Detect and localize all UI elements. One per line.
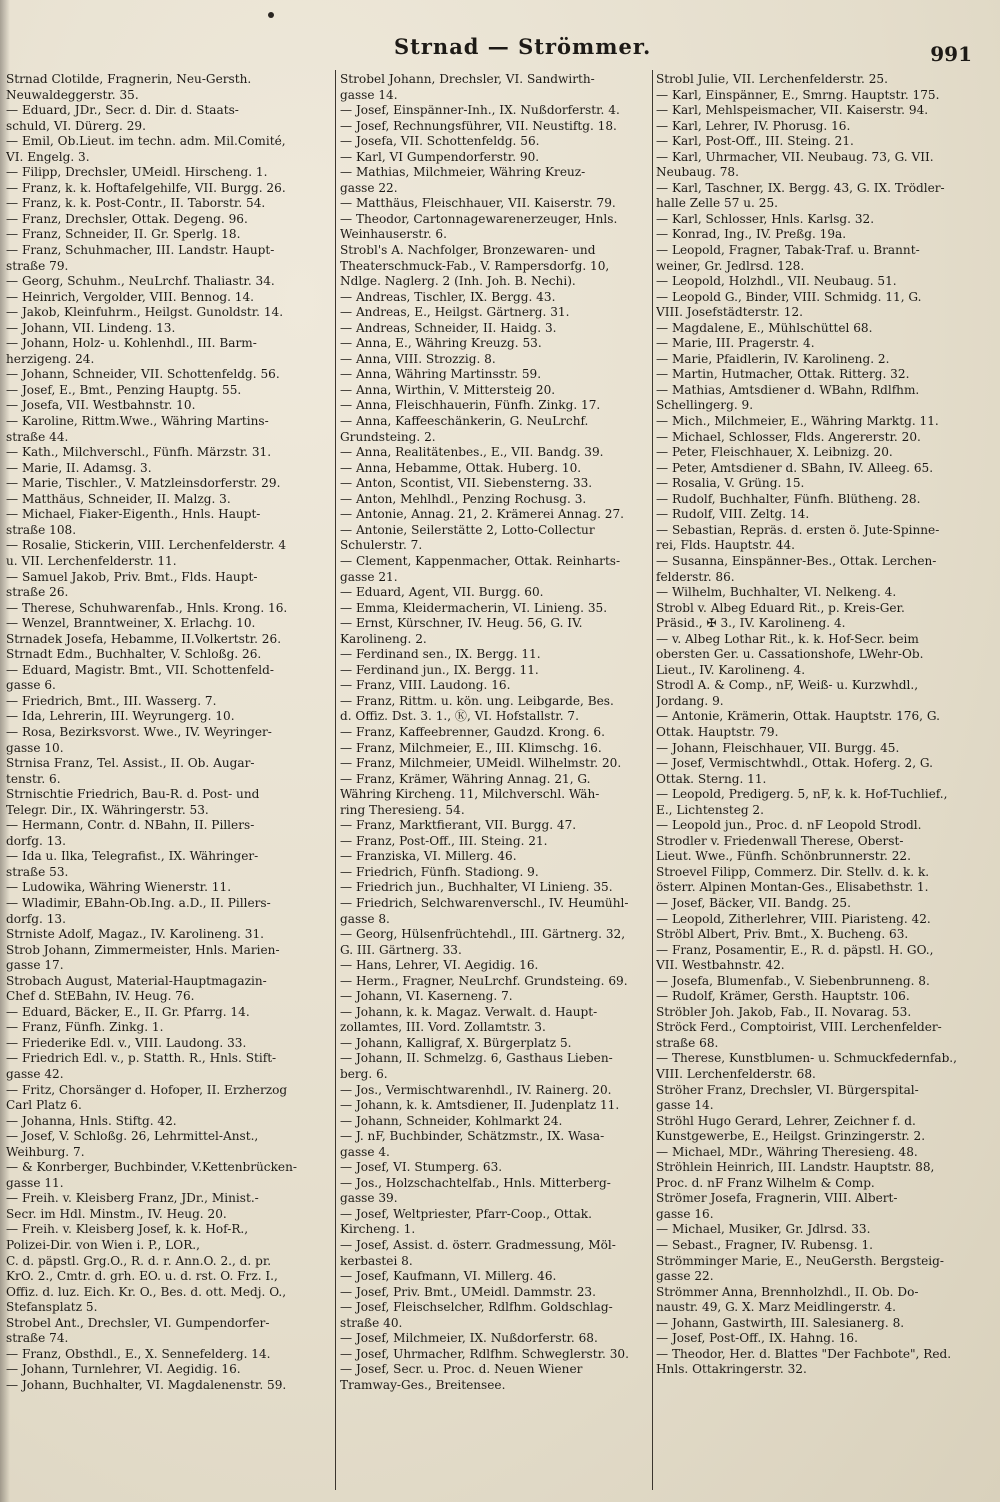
directory-line: — Friedrich, Fünfh. Stadiong. 9. — [340, 864, 539, 879]
directory-line: tenstr. 6. — [6, 771, 61, 786]
directory-line: — Josef, Rechnungsführer, VII. Neustiftg. 18. — [340, 118, 617, 133]
directory-line: Strobach August, Material-Hauptmagazin- — [6, 973, 267, 988]
directory-line: — Ferdinand sen., IX. Bergg. 11. — [340, 647, 541, 662]
directory-line: gasse 21. — [340, 569, 398, 584]
directory-line: zollamtes, III. Vord. Zollamtstr. 3. — [340, 1020, 546, 1035]
directory-line: — Wilhelm, Buchhalter, VI. Nelkeng. 4. — [656, 585, 897, 600]
directory-line: — Emma, Kleidermacherin, VI. Linieng. 35. — [340, 600, 608, 615]
directory-line: Karolineng. 2. — [340, 631, 427, 646]
directory-line: — Anna, Wirthin, V. Mittersteig 20. — [340, 382, 556, 397]
directory-line: — Jakob, Kleinfuhrm., Heilgst. Gunoldstr. 14. — [6, 305, 284, 320]
directory-line: Tramway-Ges., Breitensee. — [340, 1377, 506, 1392]
directory-line: E., Lichtensteg 2. — [656, 802, 764, 817]
directory-line: — Konrad, Ing., IV. Preßg. 19a. — [656, 227, 847, 242]
directory-line: d. Offiz. Dst. 3. 1., Ⓚ, VI. Hofstallstr. 7. — [340, 709, 579, 724]
directory-line: — Johann, Buchhalter, VI. Magdalenenstr. 59. — [6, 1377, 287, 1392]
directory-line: Ströher Franz, Drechsler, VI. Bürgerspital- — [656, 1082, 919, 1097]
directory-line: — Heinrich, Vergolder, VIII. Bennog. 14. — [6, 289, 255, 304]
directory-line: — Franz, VIII. Laudong. 16. — [340, 678, 511, 693]
directory-line: — Hans, Lehrer, VI. Aegidig. 16. — [340, 958, 539, 973]
directory-line: — Josefa, Blumenfab., V. Siebenbrunneng. 8. — [656, 973, 930, 988]
directory-line: Strömminger Marie, E., NeuGersth. Bergsteig- — [656, 1253, 944, 1268]
directory-line: — Wenzel, Branntweiner, X. Erlachg. 10. — [6, 616, 256, 631]
directory-line: — Leopold, Fragner, Tabak-Traf. u. Brannt- — [656, 243, 920, 258]
directory-line: — Johann, VII. Lindeng. 13. — [6, 320, 176, 335]
directory-line: straße 74. — [6, 1331, 69, 1346]
directory-line: — Josef, Priv. Bmt., UMeidl. Dammstr. 23. — [340, 1284, 596, 1299]
directory-line: Weihburg. 7. — [6, 1144, 85, 1159]
directory-line: schuld, VI. Dürerg. 29. — [6, 118, 146, 133]
directory-line: naustr. 49, G. X. Marz Meidlingerstr. 4. — [656, 1300, 896, 1315]
directory-line: — Ludowika, Währing Wienerstr. 11. — [6, 880, 232, 895]
directory-line: — Theodor, Her. d. Blattes "Der Fachbote", Red. — [656, 1346, 952, 1361]
directory-line: — Eduard, JDr., Secr. d. Dir. d. Staats- — [6, 103, 239, 118]
directory-line: straße 53. — [6, 864, 69, 879]
directory-line: — Michael, Fiaker-Eigenth., Hnls. Haupt- — [6, 507, 261, 522]
directory-line: — Josef, Kaufmann, VI. Millerg. 46. — [340, 1269, 557, 1284]
directory-line: Neuwaldeggerstr. 35. — [6, 87, 139, 102]
directory-line: — Anna, Kaffeeschänkerin, G. NeuLrchf. — [340, 414, 589, 429]
directory-line: — Franz, Schuhmacher, III. Landstr. Haupt- — [6, 243, 275, 258]
directory-line: — Andreas, E., Heilgst. Gärtnerg. 31. — [340, 305, 570, 320]
directory-line: kerbastei 8. — [340, 1253, 413, 1268]
directory-line: — Josef, Uhrmacher, Rdlfhm. Schweglerstr. 30. — [340, 1346, 629, 1361]
directory-line: VII. Westbahnstr. 42. — [656, 958, 785, 973]
directory-line: — Josef, V. Schloßg. 26, Lehrmittel-Anst., — [6, 1129, 259, 1144]
directory-line: Hnls. Ottakringerstr. 32. — [656, 1362, 807, 1377]
directory-line: — Karl, Einspänner, E., Smrng. Hauptstr. 175. — [656, 87, 940, 102]
directory-line: — Rosalia, V. Grüng. 15. — [656, 476, 805, 491]
directory-line: Schellingerg. 9. — [656, 398, 754, 413]
directory-line: gasse 39. — [340, 1191, 398, 1206]
directory-line: Kunstgewerbe, E., Heilgst. Grinzingerstr. 2. — [656, 1129, 926, 1144]
directory-line: — Johann, VI. Kaserneng. 7. — [340, 989, 513, 1004]
directory-line: gasse 4. — [340, 1144, 390, 1159]
directory-line: — Therese, Kunstblumen- u. Schmuckfedernfab., — [656, 1051, 957, 1066]
page-number: 991 — [930, 42, 972, 66]
directory-line: Lieut., IV. Karolineng. 4. — [656, 662, 806, 677]
directory-line: — Rudolf, Buchhalter, Fünfh. Blütheng. 28. — [656, 491, 921, 506]
directory-line: — Leopold G., Binder, VIII. Schmidg. 11, G. — [656, 289, 922, 304]
directory-line: — Jos., Vermischtwarenhdl., IV. Rainerg. 20. — [340, 1082, 612, 1097]
directory-line: Chef d. StEBahn, IV. Heug. 76. — [6, 989, 195, 1004]
directory-line: — Emil, Ob.Lieut. im techn. adm. Mil.Comité, — [6, 134, 286, 149]
directory-line: — Rudolf, Krämer, Gersth. Hauptstr. 106. — [656, 989, 910, 1004]
directory-line: — Josef, Einspänner-Inh., IX. Nußdorferstr. 4. — [340, 103, 620, 118]
directory-line: Ströbler Joh. Jakob, Fab., II. Novarag. 53. — [656, 1004, 912, 1019]
directory-line: — Marie, II. Adamsg. 3. — [6, 460, 152, 475]
directory-line: — Leopold, Zitherlehrer, VIII. Piaristeng. 42. — [656, 911, 931, 926]
directory-line: Ströbl Albert, Priv. Bmt., X. Bucheng. 63. — [656, 927, 909, 942]
directory-line: halle Zelle 57 u. 25. — [656, 196, 778, 211]
directory-line: — Marie, Tischler., V. Matzleinsdorferstr. 29. — [6, 476, 281, 491]
directory-line: Carl Platz 6. — [6, 1098, 82, 1113]
directory-line: Präsid., ✠ 3., IV. Karolineng. 4. — [656, 616, 846, 631]
column-divider — [652, 70, 653, 1490]
directory-line: — v. Albeg Lothar Rit., k. k. Hof-Secr. beim — [656, 631, 919, 646]
directory-line: Strobl v. Albeg Eduard Rit., p. Kreis-Ger. — [656, 600, 905, 615]
running-header — [0, 30, 1000, 70]
directory-line: Strobel Ant., Drechsler, VI. Gumpendorfer- — [6, 1315, 270, 1330]
directory-line: — Franz, Krämer, Währing Annag. 21, G. — [340, 771, 591, 786]
directory-line: Stroevel Filipp, Commerz. Dir. Stellv. d. k. k. — [656, 864, 930, 879]
directory-line: — Josef, Weltpriester, Pfarr-Coop., Ottak. — [340, 1206, 592, 1221]
directory-line: Strnad Clotilde, Fragnerin, Neu-Gersth. — [6, 72, 252, 86]
directory-line: — Leopold, Holzhdl., VII. Neubaug. 51. — [656, 274, 897, 289]
directory-line: Proc. d. nF Franz Wilhelm & Comp. — [656, 1175, 875, 1190]
directory-line: — Friedrich, Bmt., III. Wasserg. 7. — [6, 693, 217, 708]
directory-line: — Josef, E., Bmt., Penzing Hauptg. 55. — [6, 382, 242, 397]
directory-line: — Ernst, Kürschner, IV. Heug. 56, G. IV. — [340, 616, 583, 631]
directory-line: — Kath., Milchverschl., Fünfh. Märzstr. 31. — [6, 445, 272, 460]
directory-line: Theaterschmuck-Fab., V. Rampersdorfg. 10, — [340, 258, 610, 273]
directory-line: — Matthäus, Fleischhauer, VII. Kaiserstr. 79. — [340, 196, 616, 211]
directory-line: — Marie, III. Pragerstr. 4. — [656, 336, 815, 351]
directory-line: — Michael, Musiker, Gr. Jdlrsd. 33. — [656, 1222, 871, 1237]
directory-line: rei, Flds. Hauptstr. 44. — [656, 538, 795, 553]
directory-line: dorfg. 13. — [6, 833, 66, 848]
directory-line: — Franz, Rittm. u. kön. ung. Leibgarde, Bes. — [340, 693, 614, 708]
directory-line: — Freih. v. Kleisberg Josef, k. k. Hof-R., — [6, 1222, 249, 1237]
directory-line: — Josefa, VII. Schottenfeldg. 56. — [340, 134, 540, 149]
directory-line: — Johann, Schneider, VII. Schottenfeldg. 56. — [6, 367, 280, 382]
directory-line: straße 108. — [6, 522, 77, 537]
directory-line: — Antonie, Annag. 21, 2. Krämerei Annag. 27. — [340, 507, 625, 522]
directory-line: Ströhlein Heinrich, III. Landstr. Hauptstr. 88, — [656, 1160, 935, 1175]
directory-line: — Franz, Schneider, II. Gr. Sperlg. 18. — [6, 227, 241, 242]
directory-line: — Georg, Hülsenfrüchtehdl., III. Gärtnerg. 32, — [340, 927, 626, 942]
directory-line: — Anna, E., Währing Kreuzg. 53. — [340, 336, 542, 351]
directory-line: — Anton, Mehlhdl., Penzing Rochusg. 3. — [340, 491, 587, 506]
directory-line: berg. 6. — [340, 1067, 388, 1081]
directory-line: — Magdalene, E., Mühlschüttel 68. — [656, 320, 873, 335]
directory-line: ring Theresieng. 54. — [340, 802, 465, 817]
directory-line: Weinhauserstr. 6. — [340, 227, 447, 242]
directory-line: — Franz, Post-Off., III. Steing. 21. — [340, 833, 548, 848]
directory-line: — Anna, Fleischhauerin, Fünfh. Zinkg. 17. — [340, 398, 601, 413]
directory-line: — Franz, Milchmeier, UMeidl. Wilhelmstr. 20. — [340, 756, 622, 771]
directory-line: gasse 16. — [656, 1206, 714, 1221]
directory-line: — Therese, Schuhwarenfab., Hnls. Krong. 16. — [6, 600, 288, 615]
directory-line: Strnisa Franz, Tel. Assist., II. Ob. Augar- — [6, 756, 255, 771]
directory-line: VIII. Josefstädterstr. 12. — [656, 305, 803, 320]
directory-line: — Herm., Fragner, NeuLrchf. Grundsteing. 69. — [340, 973, 628, 988]
directory-line: — Friedrich Edl. v., p. Statth. R., Hnls. Stift- — [6, 1051, 277, 1066]
directory-line: — Karl, Schlosser, Hnls. Karlsg. 32. — [656, 211, 875, 226]
directory-line: — Franziska, VI. Millerg. 46. — [340, 849, 517, 864]
directory-line: — Karl, Uhrmacher, VII. Neubaug. 73, G. VII. — [656, 149, 934, 164]
directory-line: — Johann, k. k. Amtsdiener, II. Judenplatz 11. — [340, 1098, 620, 1113]
directory-line: — Josef, Milchmeier, IX. Nußdorferstr. 68. — [340, 1331, 598, 1346]
directory-line: — Franz, Posamentir, E., R. d. päpstl. H. GO., — [656, 942, 934, 957]
directory-line: — Karl, VI Gumpendorferstr. 90. — [340, 149, 540, 164]
directory-line: Ströhl Hugo Gerard, Lehrer, Zeichner f. d. — [656, 1113, 916, 1128]
directory-line: — Georg, Schuhm., NeuLrchf. Thaliastr. 34. — [6, 274, 275, 289]
directory-line: — Leopold jun., Proc. d. nF Leopold Strodl. — [656, 818, 922, 833]
directory-line: — Friederike Edl. v., VIII. Laudong. 33. — [6, 1035, 247, 1050]
directory-line: Ottak. Sterng. 11. — [656, 771, 767, 786]
directory-line: — Rudolf, VIII. Zeltg. 14. — [656, 507, 810, 522]
directory-line: gasse 14. — [656, 1098, 714, 1113]
directory-line: — Ida u. Ilka, Telegrafist., IX. Währinger- — [6, 849, 259, 864]
directory-line: — Sebastian, Repräs. d. ersten ö. Jute-Spinne- — [656, 522, 940, 537]
directory-line: — Theodor, Cartonnagewarenerzeuger, Hnls. — [340, 211, 618, 226]
directory-line: Ströck Ferd., Comptoirist, VIII. Lerchenfelder- — [656, 1020, 942, 1035]
directory-line: — Johann, Kalligraf, X. Bürgerplatz 5. — [340, 1035, 572, 1050]
ink-dot — [268, 12, 274, 18]
header-title: Strnad — Strömmer. — [394, 34, 652, 59]
directory-line: — Johann, Schneider, Kohlmarkt 24. — [340, 1113, 563, 1128]
directory-line: — Johann, Gastwirth, III. Salesianerg. 8. — [656, 1315, 905, 1330]
directory-line: dorfg. 13. — [6, 911, 66, 926]
column-1 — [6, 72, 332, 1492]
directory-line: Lieut. Wwe., Fünfh. Schönbrunnerstr. 22. — [656, 849, 911, 864]
directory-line: — Eduard, Bäcker, E., II. Gr. Pfarrg. 14. — [6, 1004, 250, 1019]
directory-line: — Antonie, Seilerstätte 2, Lotto-Collectur — [340, 522, 595, 537]
directory-line: gasse 42. — [6, 1067, 64, 1081]
directory-line: — Susanna, Einspänner-Bes., Ottak. Lerchen- — [656, 553, 937, 568]
directory-line: Neubaug. 78. — [656, 165, 739, 180]
directory-line: — Ida, Lehrerin, III. Weyrungerg. 10. — [6, 709, 235, 724]
directory-line: — Franz, Marktfierant, VII. Burgg. 47. — [340, 818, 577, 833]
directory-line: u. VII. Lerchenfelderstr. 11. — [6, 553, 177, 568]
directory-line: — Josef, VI. Stumperg. 63. — [340, 1160, 503, 1175]
directory-line: — Franz, Drechsler, Ottak. Degeng. 96. — [6, 211, 248, 226]
directory-line: — Sebast., Fragner, IV. Rubensg. 1. — [656, 1238, 873, 1253]
directory-line: Stefansplatz 5. — [6, 1300, 98, 1315]
directory-line: Strnischtie Friedrich, Bau-R. d. Post- und — [6, 787, 260, 802]
directory-line: Strniste Adolf, Magaz., IV. Karolineng. 31. — [6, 927, 264, 942]
directory-line: Strömer Josefa, Fragnerin, VIII. Albert- — [656, 1191, 898, 1206]
directory-line: — Anna, Währing Martinsstr. 59. — [340, 367, 542, 382]
directory-line: felderstr. 86. — [656, 569, 735, 584]
directory-line: — Matthäus, Schneider, II. Malzg. 3. — [6, 491, 231, 506]
directory-line: — Johann, Holz- u. Kohlenhdl., III. Barm- — [6, 336, 257, 351]
directory-line: VIII. Lerchenfelderstr. 68. — [656, 1067, 816, 1081]
directory-line: — Josef, Fleischselcher, Rdlfhm. Goldschlag- — [340, 1300, 613, 1315]
directory-line: — Michael, Schlosser, Flds. Angererstr. 20. — [656, 429, 921, 444]
directory-line: — Franz, Milchmeier, E., III. Klimschg. 16. — [340, 740, 602, 755]
directory-line: Offiz. d. luz. Eich. Kr. O., Bes. d. ott. Medj. O., — [6, 1284, 287, 1299]
directory-line: — Karl, Lehrer, IV. Phorusg. 16. — [656, 118, 851, 133]
directory-line: Ottak. Hauptstr. 79. — [656, 724, 779, 739]
directory-line: — Rosa, Bezirksvorst. Wwe., IV. Weyringer- — [6, 724, 272, 739]
directory-line: — Josef, Post-Off., IX. Hahng. 16. — [656, 1331, 858, 1346]
directory-line: Strodler v. Friedenwall Therese, Oberst- — [656, 833, 904, 848]
directory-line: — Johann, Fleischhauer, VII. Burgg. 45. — [656, 740, 900, 755]
directory-line: Schulerstr. 7. — [340, 538, 423, 553]
directory-line: Strodl A. & Comp., nF, Weiß- u. Kurzwhdl., — [656, 678, 919, 693]
directory-line: — Peter, Amtsdiener d. SBahn, IV. Alleeg. 65. — [656, 460, 934, 475]
directory-line: — Rosalie, Stickerin, VIII. Lerchenfelderstr. 4 — [6, 538, 287, 553]
directory-line: — Johann, Turnlehrer, VI. Aegidig. 16. — [6, 1362, 241, 1377]
directory-line: G. III. Gärtnerg. 33. — [340, 942, 462, 957]
directory-line: — Josef, Assist. d. österr. Gradmessung, Möl- — [340, 1238, 616, 1253]
directory-line: — Johann, II. Schmelzg. 6, Gasthaus Lieben- — [340, 1051, 613, 1066]
directory-line: — J. nF, Buchbinder, Schätzmstr., IX. Wasa- — [340, 1129, 605, 1144]
directory-line: C. d. päpstl. Grg.O., R. d. r. Ann.O. 2., d. pr. — [6, 1253, 272, 1268]
directory-line: gasse 10. — [6, 740, 64, 755]
directory-line: — Mathias, Amtsdiener d. WBahn, Rdlfhm. — [656, 382, 920, 397]
directory-line: Strobl's A. Nachfolger, Bronzewaren- und — [340, 243, 596, 258]
directory-line: straße 26. — [6, 585, 69, 600]
directory-line: — Mich., Milchmeier, E., Währing Marktg. 11. — [656, 414, 939, 429]
directory-line: — Friedrich jun., Buchhalter, VI Linieng. 35. — [340, 880, 613, 895]
directory-line: Polizei-Dir. von Wien i. P., LOR., — [6, 1238, 200, 1253]
directory-line: — Josef, Vermischtwhdl., Ottak. Hoferg. 2, G. — [656, 756, 933, 771]
directory-line: gasse 14. — [340, 87, 398, 102]
directory-line: — Mathias, Milchmeier, Währing Kreuz- — [340, 165, 586, 180]
directory-line: — Jos., Holzschachtelfab., Hnls. Mitterberg- — [340, 1175, 611, 1190]
directory-line: — Eduard, Magistr. Bmt., VII. Schottenfeld- — [6, 662, 274, 677]
directory-line: — Karl, Mehlspeismacher, VII. Kaiserstr. 94. — [656, 103, 929, 118]
directory-line: — Fritz, Chorsänger d. Hofoper, II. Erzherzog — [6, 1082, 288, 1097]
directory-line: Secr. im Hdl. Minstm., IV. Heug. 20. — [6, 1206, 227, 1221]
directory-line: — Johanna, Hnls. Stiftg. 42. — [6, 1113, 177, 1128]
directory-line: weiner, Gr. Jedlrsd. 128. — [656, 258, 805, 273]
directory-line: straße 44. — [6, 429, 69, 444]
directory-line: Strobl Julie, VII. Lerchenfelderstr. 25. — [656, 72, 888, 86]
column-2 — [340, 72, 650, 1492]
directory-line: — Martin, Hutmacher, Ottak. Ritterg. 32. — [656, 367, 910, 382]
directory-line: — Antonie, Krämerin, Ottak. Hauptstr. 176, G. — [656, 709, 940, 724]
directory-line: — Anna, VIII. Strozzig. 8. — [340, 351, 496, 366]
directory-line: — Marie, Pfaidlerin, IV. Karolineng. 2. — [656, 351, 890, 366]
directory-line: straße 68. — [656, 1035, 719, 1050]
directory-line: — Franz, Kaffeebrenner, Gaudzd. Krong. 6. — [340, 724, 605, 739]
directory-line: österr. Alpinen Montan-Ges., Elisabethstr. 1. — [656, 880, 929, 895]
directory-line: gasse 22. — [656, 1269, 714, 1284]
directory-line: — Franz, Obsthdl., E., X. Sennefelderg. 14. — [6, 1346, 271, 1361]
directory-line: — Samuel Jakob, Priv. Bmt., Flds. Haupt- — [6, 569, 258, 584]
directory-line: — Andreas, Tischler, IX. Bergg. 43. — [340, 289, 556, 304]
directory-line: — Franz, Fünfh. Zinkg. 1. — [6, 1020, 164, 1035]
directory-line: — Franz, k. k. Hoftafelgehilfe, VII. Burgg. 26. — [6, 180, 286, 195]
directory-line: gasse 6. — [6, 678, 56, 693]
directory-line: Strömmer Anna, Brennholzhdl., II. Ob. Do- — [656, 1284, 919, 1299]
directory-line: — Andreas, Schneider, II. Haidg. 3. — [340, 320, 557, 335]
directory-line: — Franz, k. k. Post-Contr., II. Taborstr. 54. — [6, 196, 266, 211]
directory-line: Ndlge. Naglerg. 2 (Inh. Joh. B. Nechi). — [340, 274, 576, 289]
directory-line: Kircheng. 1. — [340, 1222, 416, 1237]
directory-line: — Wladimir, EBahn-Ob.Ing. a.D., II. Pillers- — [6, 895, 271, 910]
directory-line: — Eduard, Agent, VII. Burgg. 60. — [340, 585, 544, 600]
directory-line: — Michael, MDr., Währing Theresieng. 48. — [656, 1144, 918, 1159]
directory-line: — & Konrberger, Buchbinder, V.Kettenbrücken- — [6, 1160, 297, 1175]
column-divider — [335, 70, 336, 1490]
directory-line: — Anna, Realitätenbes., E., VII. Bandg. 39. — [340, 445, 604, 460]
directory-line: — Johann, k. k. Magaz. Verwalt. d. Haupt- — [340, 1004, 598, 1019]
directory-line: — Freih. v. Kleisberg Franz, JDr., Minist.- — [6, 1191, 259, 1206]
directory-line: gasse 8. — [340, 911, 390, 926]
directory-line: — Leopold, Predigerg. 5, nF, k. k. Hof-Tuchlief., — [656, 787, 948, 802]
directory-line: — Friedrich, Selchwarenverschl., IV. Heumühl- — [340, 895, 629, 910]
directory-line: — Josefa, VII. Westbahnstr. 10. — [6, 398, 196, 413]
directory-line: — Karoline, Rittm.Wwe., Währing Martins- — [6, 414, 269, 429]
directory-line: — Karl, Post-Off., III. Steing. 21. — [656, 134, 854, 149]
directory-line: Währing Kircheng. 11, Milchverschl. Wäh- — [340, 787, 600, 802]
directory-line: herzigeng. 24. — [6, 351, 95, 366]
directory-line: — Josef, Bäcker, VII. Bandg. 25. — [656, 895, 851, 910]
directory-line: — Filipp, Drechsler, UMeidl. Hirscheng. 1. — [6, 165, 268, 180]
directory-line: gasse 17. — [6, 958, 64, 973]
directory-line: Strnadt Edm., Buchhalter, V. Schloßg. 26. — [6, 647, 262, 662]
directory-line: Grundsteing. 2. — [340, 429, 436, 444]
directory-line: obersten Ger. u. Cassationshofe, LWehr-Ob. — [656, 647, 924, 662]
directory-line: — Karl, Taschner, IX. Bergg. 43, G. IX. Trödler- — [656, 180, 945, 195]
directory-line: gasse 11. — [6, 1175, 64, 1190]
column-3 — [656, 72, 976, 1492]
directory-line: KrO. 2., Cmtr. d. grh. EO. u. d. rst. O. Frz. I., — [6, 1269, 278, 1284]
directory-line: Telegr. Dir., IX. Währingerstr. 53. — [6, 802, 209, 817]
directory-line: — Anna, Hebamme, Ottak. Huberg. 10. — [340, 460, 582, 475]
directory-line: straße 79. — [6, 258, 69, 273]
directory-line: gasse 22. — [340, 180, 398, 195]
directory-line: — Ferdinand jun., IX. Bergg. 11. — [340, 662, 539, 677]
directory-line: straße 40. — [340, 1315, 403, 1330]
directory-line: Strnadek Josefa, Hebamme, II.Volkertstr. 26. — [6, 631, 282, 646]
directory-line: Jordang. 9. — [656, 693, 724, 708]
directory-line: VI. Engelg. 3. — [6, 149, 90, 164]
directory-line: — Hermann, Contr. d. NBahn, II. Pillers- — [6, 818, 255, 833]
directory-line: — Anton, Scontist, VII. Siebensterng. 33. — [340, 476, 593, 491]
directory-line: Strob Johann, Zimmermeister, Hnls. Marien- — [6, 942, 280, 957]
directory-line: — Clement, Kappenmacher, Ottak. Reinharts- — [340, 553, 621, 568]
directory-line: — Peter, Fleischhauer, X. Leibnizg. 20. — [656, 445, 893, 460]
directory-line: — Josef, Secr. u. Proc. d. Neuen Wiener — [340, 1362, 583, 1377]
directory-line: Strobel Johann, Drechsler, VI. Sandwirth- — [340, 72, 595, 86]
